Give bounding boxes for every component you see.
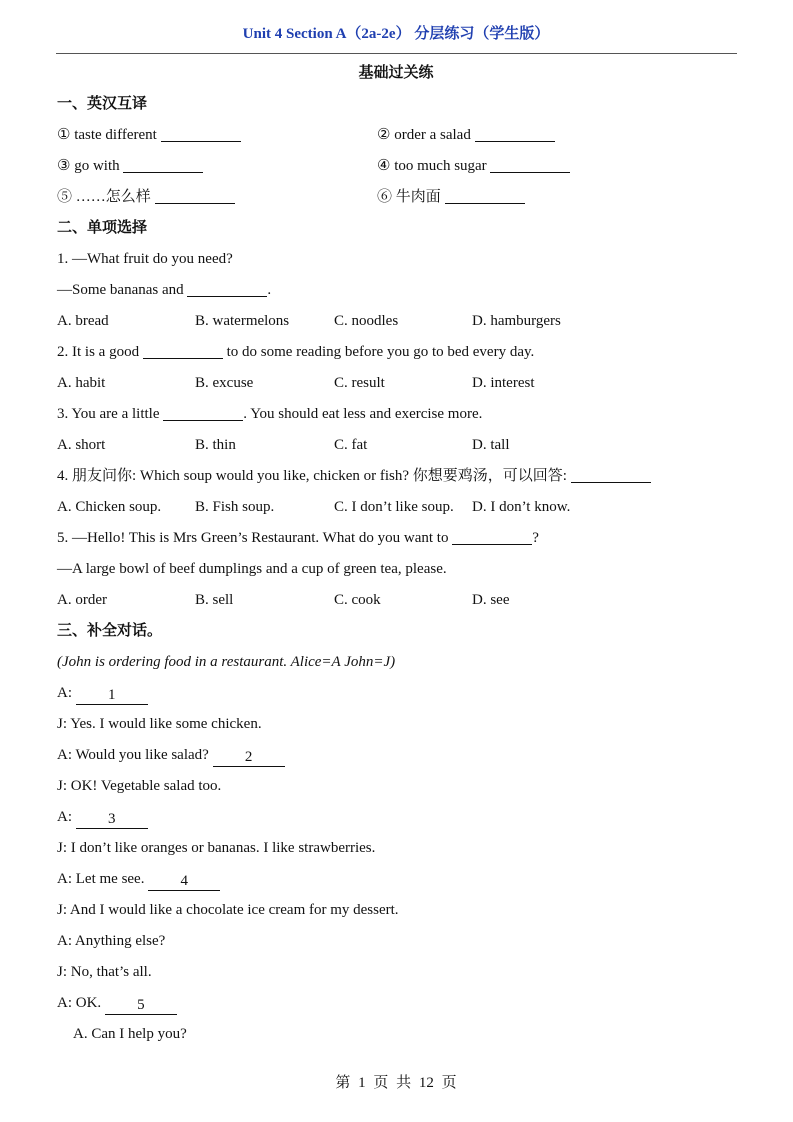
question-stem: 1. —What fruit do you need? [57,251,233,267]
dialogue-line: A: Would you like salad? 2 [57,744,747,775]
answer-blank[interactable] [163,404,243,421]
question-options [57,589,747,620]
answer-blank[interactable] [445,187,525,204]
dialogue-line: J: And I would like a chocolate ice cream for my dessert. [57,902,399,918]
part1-heading: 一、英汉互译 [57,96,148,112]
answer-blank[interactable] [143,342,223,359]
option[interactable]: C. result [334,375,385,391]
numbered-blank[interactable]: 3 [76,810,148,829]
translation-item: ③ go with [57,158,203,174]
question-stem: —Some bananas and . [57,282,272,298]
option[interactable]: C. cook [334,592,381,608]
numbered-blank[interactable]: 5 [105,996,177,1015]
header-divider [56,53,737,54]
answer-blank[interactable] [490,156,570,173]
translation-item: ④ too much sugar [377,155,570,177]
answer-blank[interactable] [155,187,235,204]
dialogue-line: A: 3 [57,806,747,837]
option[interactable]: A. short [57,437,106,453]
question-options [57,434,747,465]
dialogue-line: J: I don’t like oranges or bananas. I like strawberries. [57,840,376,856]
numbered-blank[interactable]: 1 [76,686,148,705]
dialogue-line: A: Anything else? [57,933,166,949]
answer-blank[interactable] [475,125,555,142]
question-options [57,496,747,527]
option[interactable]: A. order [57,592,107,608]
page-header: Unit 4 Section A（2a-2e） 分层练习（学生版） [242,26,550,42]
translation-item: ① taste different [57,127,241,143]
question-options [57,372,747,403]
option[interactable]: A. bread [57,313,109,329]
option[interactable]: B. sell [195,592,234,608]
dialogue-line: A: Let me see. 4 [57,868,747,899]
numbered-blank[interactable]: 2 [213,748,285,767]
option[interactable]: D. hamburgers [472,313,561,329]
worksheet-content [57,93,747,1054]
translation-item: ⑤ ……怎么样 [57,189,235,205]
option[interactable]: D. tall [472,437,510,453]
answer-blank[interactable] [187,280,267,297]
option[interactable]: C. noodles [334,313,399,329]
answer-blank[interactable] [452,528,532,545]
answer-blank[interactable] [161,125,241,142]
option[interactable]: B. watermelons [195,313,290,329]
option[interactable]: C. fat [334,437,368,453]
option[interactable]: D. I don’t know. [472,499,571,515]
part3-heading: 三、补全对话。 [57,623,163,639]
dialogue-line: J: No, that’s all. [57,964,152,980]
option[interactable]: B. Fish soup. [195,499,275,515]
option[interactable]: C. I don’t like soup. [334,499,454,515]
translation-row [57,186,747,217]
part2-heading: 二、单项选择 [57,220,148,236]
question-stem: —A large bowl of beef dumplings and a cup of green tea, please. [57,561,447,577]
option[interactable]: D. see [472,592,510,608]
option[interactable]: A. Chicken soup. [57,499,162,515]
dialogue-line: A: 1 [57,682,747,713]
question-options [57,310,747,341]
question-stem: 2. It is a good to do some reading before you go to bed every day. [57,344,535,360]
translation-item: ⑥ 牛肉面 [377,186,525,208]
answer-blank[interactable] [123,156,203,173]
translation-item: ② order a salad [377,124,555,146]
option[interactable]: D. interest [472,375,535,391]
translation-row [57,155,747,186]
section-title: 基础过关练 [358,65,434,81]
dialogue-line: J: Yes. I would like some chicken. [57,716,262,732]
answer-blank[interactable] [571,466,651,483]
dialogue-line: A: OK. 5 [57,992,747,1023]
option[interactable]: B. thin [195,437,236,453]
page-footer: 第 1 页 共 12 页 [335,1075,457,1091]
question-stem: 5. —Hello! This is Mrs Green’s Restaurant. What do you want to ? [57,530,539,546]
option[interactable]: A. habit [57,375,106,391]
answer-choice: A. Can I help you? [73,1026,187,1042]
dialogue-context: (John is ordering food in a restaurant. Alice=A John=J) [57,654,396,670]
numbered-blank[interactable]: 4 [148,872,220,891]
question-stem: 3. You are a little . You should eat less and exercise more. [57,406,483,422]
translation-row [57,124,747,155]
option[interactable]: B. excuse [195,375,254,391]
question-stem: 4. 朋友问你: Which soup would you like, chicken or fish? 你想要鸡汤，可以回答: [57,465,747,496]
dialogue-line: J: OK! Vegetable salad too. [57,778,222,794]
